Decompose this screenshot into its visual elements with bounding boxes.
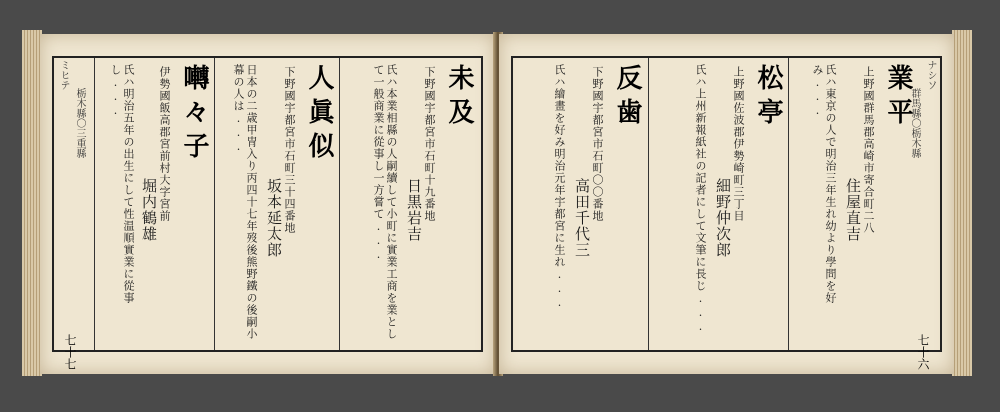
entry-text: 氏ハ繪畫を好み明治元年宇都宮に生れ...	[553, 64, 566, 310]
right-entry-2	[648, 58, 789, 350]
entry-title: 囀々子	[179, 64, 209, 166]
open-book	[22, 22, 972, 384]
page-edge-left	[22, 30, 42, 376]
right-header-main: 群馬縣〇栃木縣	[909, 88, 920, 158]
entry-title: 業平	[883, 64, 913, 132]
entry-address: 下野國宇都宮市石町十九番地	[423, 66, 436, 222]
entry-person: 高田千代三	[573, 178, 591, 258]
left-entry-2	[214, 58, 340, 350]
entry-text: 氏ハ上州新報紙社の記者にして文筆に長じ...	[694, 64, 707, 334]
entry-text: 氏ハ東京の人で明治三年生れ幼より學問を好み...	[811, 64, 837, 304]
entry-text: 氏ハ本業相縣の人嗣續して小町に實業工商を業として一般商業に從事し一方嘗て...	[372, 64, 398, 340]
entry-title: 人眞似	[304, 64, 334, 166]
entry-title: 未及	[444, 64, 474, 132]
entry-address: 上野國佐波郡伊勢崎町三丁目	[732, 66, 745, 222]
entry-address: 上野國群馬郡高崎市寄合町二八	[862, 66, 875, 234]
left-header-main: 栃木縣〇三重縣	[74, 88, 85, 158]
entry-text: 日本の二歳甲冑入り丙四十七年歿後熊野鐵の後嗣小幕の人は...	[232, 64, 258, 340]
entry-address: 下野國宇都宮市石町三十四番地	[283, 66, 296, 234]
entry-title: 松亭	[753, 64, 783, 132]
left-header-side: ミヒテ	[58, 60, 69, 90]
entry-person: 住屋直吉	[844, 178, 862, 242]
entry-person: 細野仲次郎	[714, 178, 732, 258]
right-header-side: ナシソ	[925, 60, 936, 90]
entry-person: 坂本延太郎	[265, 178, 283, 258]
entry-text: 氏ハ明治五年の出生にして性温順實業に從事し...	[109, 64, 135, 304]
right-page	[499, 34, 954, 374]
entry-address: 伊勢國飯高郡宮前村大字宮前	[158, 66, 171, 222]
entry-title: 反歯	[612, 64, 642, 132]
left-page-frame	[52, 56, 483, 352]
entry-person: 日黒岩吉	[405, 178, 423, 242]
right-page-number: 七十六	[916, 334, 930, 370]
left-entry-1	[339, 58, 480, 350]
entry-person: 堀内鶴雄	[140, 178, 158, 242]
right-entry-3	[513, 58, 648, 350]
right-entry-1	[788, 58, 919, 350]
page-edge-right	[952, 30, 972, 376]
right-page-frame	[511, 56, 942, 352]
left-entry-3	[94, 58, 215, 350]
left-page-number: 七十七	[63, 334, 77, 370]
entry-address: 下野國宇都宮市石町〇〇番地	[591, 66, 604, 222]
left-page	[40, 34, 495, 374]
